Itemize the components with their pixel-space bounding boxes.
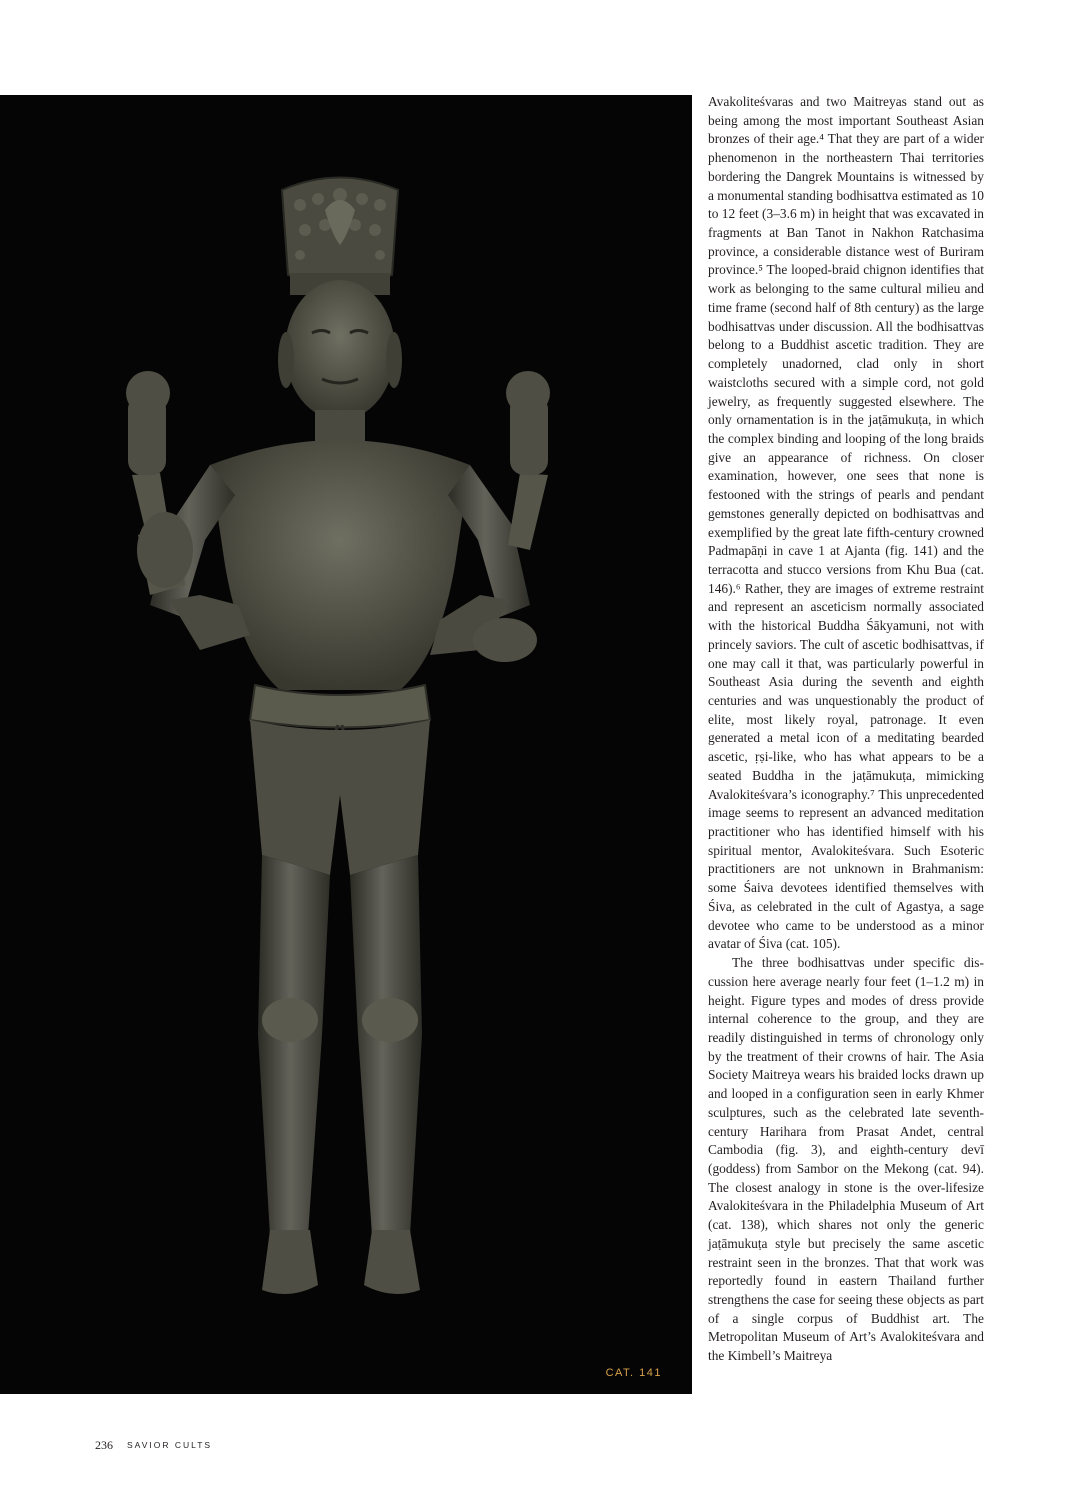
running-section-title: SAVIOR CULTS — [127, 1440, 213, 1450]
bodhisattva-sculpture-image — [0, 95, 692, 1394]
body-paragraph: Avakoliteśvaras and two Maitreyas stand out as being among the most important Southeast Asian bronzes of their age.⁴ That they are part of a wider phenomenon in the northeastern Thai territories bordering the Dangrek Mountains is witnessed by a monumental standing bodhisattva estimated as 10 to 12 feet (3–3.6 m) in height that was excavated in fragments at Ban Tanot in Nakhon Ratchasima province, a considerable distance west of Buriram province.⁵ The looped-braid chignon identifies that work as belonging to the same cultural milieu and time frame (second half of 8th century) as the large bodhisattvas under discussion. All the bodhisattvas belong to a Buddhist ascetic tradition. They are completely unadorned, clad only in short waistcloths secured with a simple cord, not gold jewelry, as frequently suggested elsewhere. The only ornamentation is in the jaṭāmukuṭa, in which the complex binding and looping of the long braids give an appearance of richness. On closer examination, however, one sees that none is festooned with the strings of pearls and pendant gemstones generally depicted on bodhisattvas and exemplified by the great late fifth-century crowned Padmapāṇi in cave 1 at Ajanta (fig. 141) and the terracotta and stucco versions from Khu Bua (cat. 146).⁶ Rather, they are images of extreme restraint and represent an asceticism normally associated with the historical Buddha Śākyamuni, not with princely saviors. The cult of ascetic bodhisattvas, if one may call it that, was particularly powerful in Southeast Asia during the seventh and eighth centuries and was unquestionably the product of elite, most likely royal, patronage. It even generated a metal icon of a meditating bearded ascetic, ṛṣi-like, who has what appears to be a seated Buddha in the jaṭāmukuṭa, mimicking Avalokiteśvara’s iconography.⁷ This unprecedented image seems to represent an advanced meditation practitioner who has identified himself with his spiritual mentor, Avalokiteśvara. Such Esoteric practitioners are not unknown in Brahmanism: some Śaiva devotees identified themselves with Śiva, as celebrated in the cult of Agastya, a sage devotee who came to be understood as a minor avatar of Śiva (cat. 105). — [708, 94, 984, 952]
figure-photo — [0, 95, 692, 1394]
body-paragraph: The three bodhisattvas under specific discussion here average nearly four feet (1–1.2 m) in height. Figure types and modes of dress provide internal coherence to the group, and they are readily distinguished in terms of chronology only by the treatment of their crowns of hair. The Asia Society Maitreya wears his braided locks drawn up and looped in a configuration seen in early Khmer sculptures, such as the celebrated late seventh-century Harihara from Prasat Andet, central Cambodia (fig. 3), and eighth-century devī (goddess) from Sambor on the Mekong (cat. 94). The closest analogy in stone is the over-lifesize Avalokiteśvara in the Philadelphia Museum of Art (cat. 138), which shares not only the generic jaṭāmukuṭa style but precisely the same ascetic restraint seen in the bronzes. That that work was reportedly found in eastern Thailand further strengthens the case for seeing these objects as part of a single corpus of Buddhist art. The Metropolitan Museum of Art’s Avalokiteśvara and the Kimbell’s Maitreya — [708, 955, 984, 1364]
figure-caption: CAT. 141 — [605, 1367, 662, 1379]
body-text-column — [708, 93, 984, 1366]
page-number: 236 — [95, 1438, 113, 1452]
page-footer — [95, 1438, 212, 1453]
